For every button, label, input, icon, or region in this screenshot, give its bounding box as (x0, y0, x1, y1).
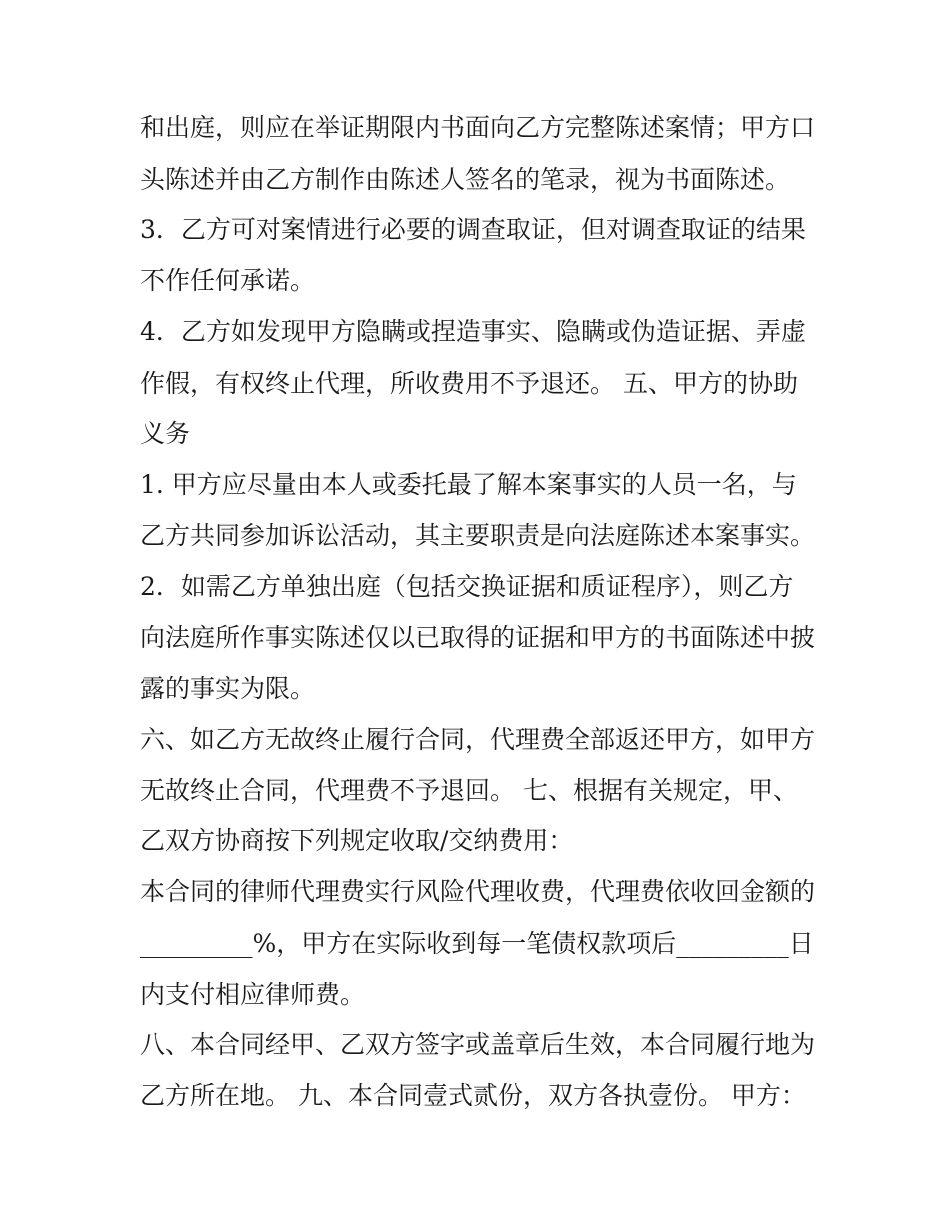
text-line-10: 2．如需乙方单独出庭（包括交换证据和质证程序），则乙方 (140, 572, 794, 601)
text-line-12: 露的事实为限。 (140, 674, 316, 703)
text-line-5: 4．乙方如发现甲方隐瞒或捏造事实、隐瞒或伪造证据、弄虚 (140, 317, 806, 346)
text-line-1: 和出庭，则应在举证期限内书面向乙方完整陈述案情；甲方口 (140, 113, 816, 142)
text-line-9: 乙方共同参加诉讼活动，其主要职责是向法庭陈述本案事实。 (140, 521, 816, 550)
text-line-19: 八、本合同经甲、乙双方签字或盖章后生效，本合同履行地为 (140, 1030, 816, 1059)
text-line-13: 六、如乙方无故终止履行合同，代理费全部返还甲方，如甲方 (140, 725, 816, 754)
text-line-20: 乙方所在地。 九、本合同壹式贰份，双方各执壹份。 甲方： (140, 1081, 806, 1110)
text-line-11: 向法庭所作事实陈述仅以已取得的证据和甲方的书面陈述中披 (140, 623, 816, 652)
text-line-2: 头陈述并由乙方制作由陈述人签名的笔录，视为书面陈述。 (140, 165, 791, 194)
text-line-7: 义务 (140, 419, 191, 448)
text-line-3: 3．乙方可对案情进行必要的调查取证，但对调查取证的结果 (140, 215, 806, 244)
text-line-8: 1. 甲方应尽量由本人或委托最了解本案事实的人员一名，与 (140, 470, 797, 499)
text-line-17: _________%，甲方在实际收到每一笔债权款项后_________日 (140, 929, 814, 958)
text-line-18: 内支付相应律师费。 (140, 980, 366, 1009)
text-line-6: 作假，有权终止代理，所收费用不予退还。 五、甲方的协助 (140, 369, 798, 398)
text-line-15: 乙双方协商按下列规定收取/交纳费用： (140, 826, 574, 855)
text-line-4: 不作任何承诺。 (140, 266, 316, 295)
text-line-14: 无故终止合同，代理费不予退回。 七、根据有关规定，甲、 (140, 776, 798, 805)
text-line-16: 本合同的律师代理费实行风险代理收费，代理费依收回金额的 (140, 877, 816, 906)
